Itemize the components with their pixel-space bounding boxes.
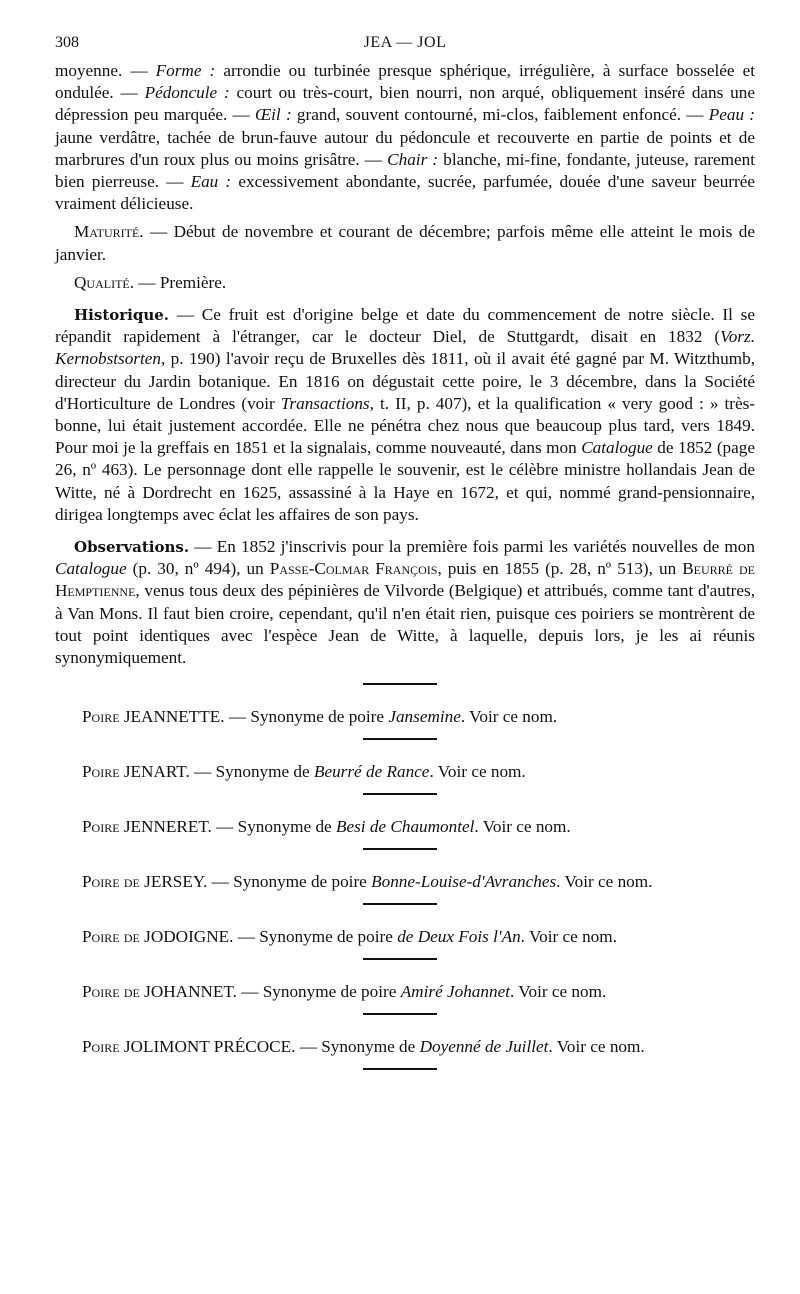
qualite-paragraph: Qualité. — Première. — [74, 272, 227, 292]
entry-name: JOLIMONT PRÉCOCE. — [123, 1037, 296, 1057]
peau-label: Peau : — [708, 105, 755, 125]
observations-heading: Observations. — [74, 538, 190, 557]
entry-divider — [363, 903, 437, 905]
entry-name: JODOIGNE. — [144, 927, 234, 947]
entry-jeannette: Poire JEANNETTE. — Synonyme de poire Jansemine. Voir ce nom. — [82, 707, 558, 727]
entry-divider — [363, 1068, 437, 1070]
entry-johannet: Poire de JOHANNET. — Synonyme de poire Amiré Johannet. Voir ce nom. — [82, 982, 607, 1002]
qualite-label: Qualité. — [74, 272, 135, 292]
synonym-entries — [55, 705, 755, 1070]
observations-paragraph: Observations. — En 1852 j'inscrivis pour la première fois parmi les variétés nouvelles de mon Catalogue (p. 30, nº 494), un Passe-Colmar François, puis en 1855 (p. 28, nº 513), un Beurré de Hemptienne, venus tous deux des pépinières de Vilvorde (Belgique) et attribués, comme tant d'autres, à Van Mons. Il faut bien croire, cependant, qu'il n'en était rien, puisque ces poiriers se montrèrent de tout point identiques avec l'espèce Jean de Witte, à laquelle, depuis lors, je les ai réunis synonymiquement. — [55, 537, 756, 668]
running-head: JEA — JOL — [363, 34, 447, 51]
entry-jenneret: Poire JENNERET. — Synonyme de Besi de Chaumontel. Voir ce nom. — [82, 817, 571, 837]
entry-name: JENNERET. — [123, 817, 212, 837]
description-paragraph: moyenne. — Forme : arrondie ou turbinée presque sphérique, irrégulière, à surface bosselée et ondulée. — Pédoncule : court ou très-court, bien nourri, non arqué, obliquement inséré dans une dépression peu marquée. — Œil : grand, souvent contourné, mi-clos, faiblement enfoncé. — Peau : jaune verdâtre, tachée de brun-fauve autour du pédoncule et recouverte en partie de points et de marbrures d'un roux plus ou moins grisâtre. — Chair : blanche, mi-fine, fondante, juteuse, rarement bien pierreuse. — Eau : excessivement abondante, sucrée, parfumée, douée d'une saveur beurrée vraiment délicieuse. — [55, 61, 756, 214]
entry-jenart: Poire JENART. — Synonyme de Beurré de Rance. Voir ce nom. — [82, 762, 526, 782]
entry-name: JEANNETTE. — [123, 707, 225, 727]
entry-jersey: Poire de JERSEY. — Synonyme de poire Bonne-Louise-d'Avranches. Voir ce nom. — [82, 872, 653, 892]
eau-label: Eau : — [190, 172, 232, 192]
chair-label: Chair : — [387, 149, 439, 169]
historique-paragraph: Historique. — Ce fruit est d'origine belge et date du commencement de notre siècle. Il se répandit rapidement à l'étranger, car le docteur Diel, de Stuttgardt, disait en 1832 (Vorz. Kernobstsorten, p. 190) l'avoir reçu de Bruxelles dès 1811, où il avait été gagné par M. Witzthumb, directeur du Jardin botanique. En 1816 on dégustait cette poire, le 3 décembre, dans la Société d'Horticulture de Londres (voir Transactions, t. II, p. 407), et la qualification « very good : » très-bonne, lui était justement accordée. Elle ne pénétra chez nous que beaucoup plus tard, vers 1849. Pour moi je la greffais en 1851 et la signalais, comme nouveauté, dans mon Catalogue de 1852 (page 26, nº 463). Le personnage dont elle rappelle le souvenir, est le célèbre ministre hollandais Jean de Witte, né à Dordrecht en 1625, assassiné à la Haye en 1672, et qui, nommé grand-pensionnaire, dirigea longtemps avec éclat les affaires de son pays. — [55, 305, 755, 524]
page-header — [55, 34, 755, 60]
section-divider — [363, 683, 437, 685]
entry-name: JOHANNET. — [144, 982, 237, 1002]
entry-jodoigne: Poire de JODOIGNE. — Synonyme de poire de Deux Fois l'An. Voir ce nom. — [82, 927, 617, 947]
maturite-label: Maturité. — [74, 222, 144, 242]
oeil-label: Œil : — [254, 105, 292, 125]
page-number: 308 — [55, 34, 79, 51]
entry-divider — [363, 958, 437, 960]
book-page — [55, 34, 755, 1070]
historique-heading: Historique. — [74, 306, 170, 325]
entry-divider — [363, 848, 437, 850]
forme-label: Forme : — [155, 61, 216, 80]
maturite-paragraph: Maturité. — Début de novembre et courant de décembre; parfois même elle atteint le mois de janvier. — [55, 222, 755, 264]
entry-divider — [363, 793, 437, 795]
entry-name: JENART. — [123, 762, 190, 782]
entry-divider — [363, 1013, 437, 1015]
entry-divider — [363, 738, 437, 740]
pedoncule-label: Pédoncule : — [144, 83, 230, 103]
entry-name: JERSEY. — [144, 872, 208, 892]
entry-jolimont-precoce: Poire JOLIMONT PRÉCOCE. — Synonyme de Doyenné de Juillet. Voir ce nom. — [82, 1037, 645, 1057]
